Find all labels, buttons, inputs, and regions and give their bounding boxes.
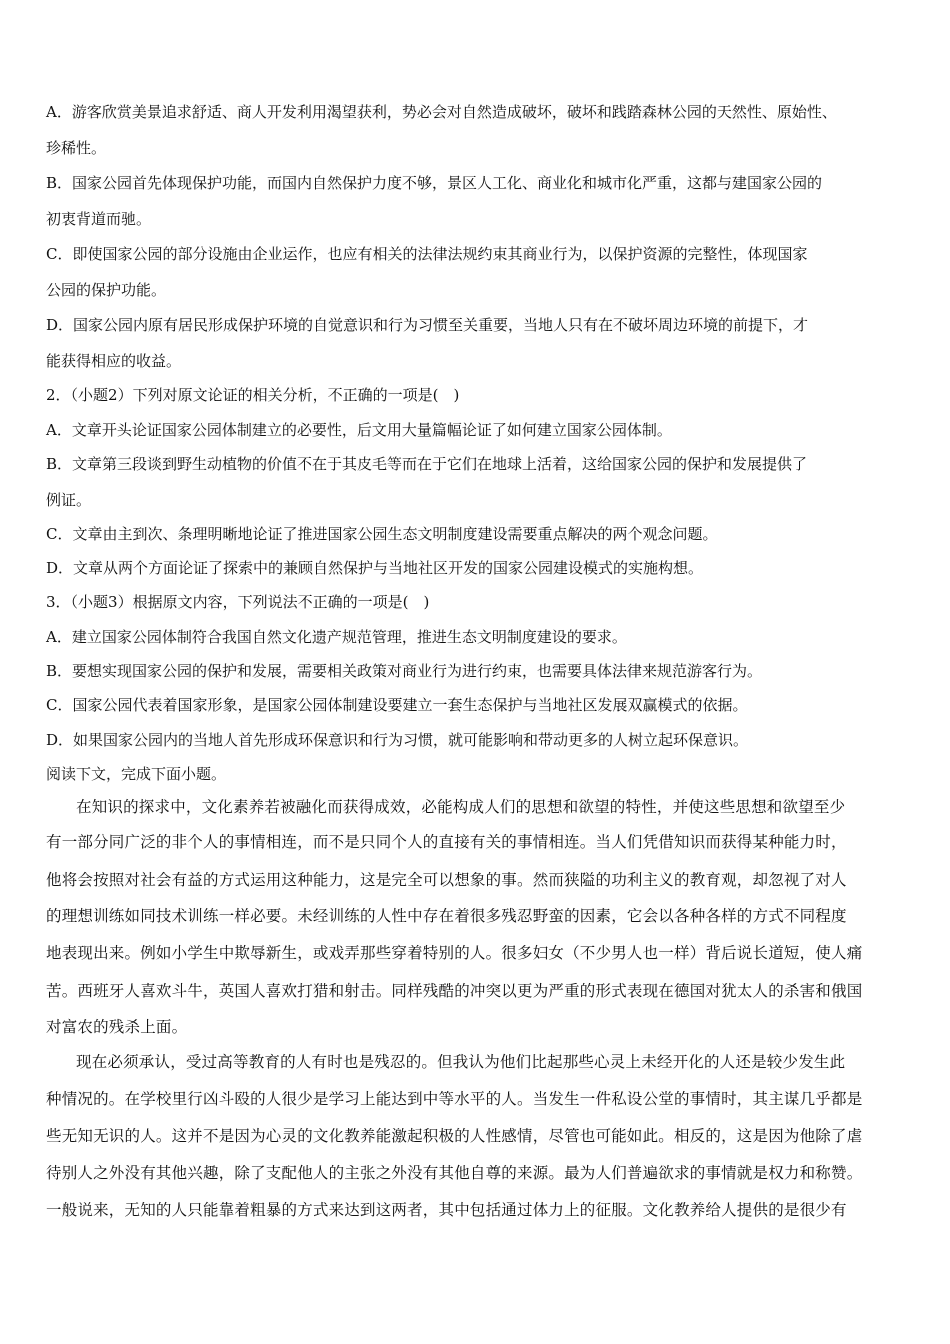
passage-line: 的理想训练如同技术训练一样必要。未经训练的人性中存在着很多残忍野蛮的因素，它会以各种各样的方式不同程度 xyxy=(46,907,847,925)
option-b-line-1: B．国家公园首先体现保护功能，而国内自然保护力度不够，景区人工化、商业化和城市化严重，这都与建国家公园的 xyxy=(46,174,823,192)
question-3-stem: 3．（小题3）根据原文内容，下列说法不正确的一项是( ) xyxy=(46,593,430,611)
q3-option-d: D．如果国家公园内的当地人首先形成环保意识和行为习惯，就可能影响和带动更多的人树立起环保意识。 xyxy=(46,731,749,749)
q2-option-d: D．文章从两个方面论证了探索中的兼顾自然保护与当地社区开发的国家公园建设模式的实施构想。 xyxy=(46,559,704,577)
passage-line: 地表现出来。例如小学生中欺辱新生，或戏弄那些穿着特别的人。很多妇女（不少男人也一样）背后说长道短，使人痛 xyxy=(46,944,863,962)
passage-line: 一般说来，无知的人只能靠着粗暴的方式来达到这两者，其中包括通过体力上的征服。文化教养给人提供的是很少有 xyxy=(46,1201,847,1219)
option-d-line-2: 能获得相应的收益。 xyxy=(46,352,182,370)
q2-option-b-line-2: 例证。 xyxy=(46,491,92,509)
passage-line: 苦。西班牙人喜欢斗牛，英国人喜欢打猎和射击。同样残酷的冲突以更为严重的形式表现在德国对犹太人的杀害和俄国 xyxy=(46,982,863,1000)
q3-option-a: A．建立国家公园体制符合我国自然文化遗产规范管理，推进生态文明制度建设的要求。 xyxy=(46,628,627,646)
option-d-line-1: D．国家公园内原有居民形成保护环境的自觉意识和行为习惯至关重要，当地人只有在不破坏周边环境的前提下，才 xyxy=(46,316,809,334)
option-c-line-1: C．即使国家公园的部分设施由企业运作，也应有相关的法律法规约束其商业行为，以保护资源的完整性，体现国家 xyxy=(46,245,808,263)
passage-line: 待别人之外没有其他兴趣，除了支配他人的主张之外没有其他自尊的来源。最为人们普遍欲求的事情就是权力和称赞。 xyxy=(46,1164,863,1182)
passage-line: 些无知无识的人。这并不是因为心灵的文化教养能激起积极的人性感情，尽管也可能如此。相反的，这是因为他除了虐 xyxy=(46,1127,863,1145)
q3-option-b: B．要想实现国家公园的保护和发展，需要相关政策对商业行为进行约束，也需要具体法律来规范游客行为。 xyxy=(46,662,763,680)
passage-line: 在知识的探求中，文化素养若被融化而获得成效，必能构成人们的思想和欲望的特性，并使这些思想和欲望至少 xyxy=(76,798,846,816)
option-a-line-2: 珍稀性。 xyxy=(46,139,107,157)
option-b-line-2: 初衷背道而驰。 xyxy=(46,210,152,228)
reading-instruction: 阅读下文，完成下面小题。 xyxy=(46,765,227,783)
passage-line: 他将会按照对社会有益的方式运用这种能力，这是完全可以想象的事。然而狭隘的功利主义的教育观，却忽视了对人 xyxy=(46,871,847,889)
option-c-line-2: 公园的保护功能。 xyxy=(46,281,167,299)
option-a-line-1: A．游客欣赏美景追求舒适、商人开发利用渴望获利，势必会对自然造成破坏，破坏和践踏森林公园的天然性、原始性、 xyxy=(46,103,837,121)
passage-line: 有一部分同广泛的非个人的事情相连，而不是只同个人的直接有关的事情相连。当人们凭借知识而获得某种能力时， xyxy=(46,833,847,851)
q2-option-a: A．文章开头论证国家公园体制建立的必要性，后文用大量篇幅论证了如何建立国家公园体制。 xyxy=(46,421,672,439)
question-2-stem: 2．（小题2）下列对原文论证的相关分析，不正确的一项是( ) xyxy=(46,386,460,404)
q2-option-b-line-1: B．文章第三段谈到野生动植物的价值不在于其皮毛等而在于它们在地球上活着，这给国家公园的保护和发展提供了 xyxy=(46,455,808,473)
q2-option-c: C．文章由主到次、条理明晰地论证了推进国家公园生态文明制度建设需要重点解决的两个观念问题。 xyxy=(46,525,718,543)
passage-line: 种情况的。在学校里行凶斗殴的人很少是学习上能达到中等水平的人。当发生一件私设公堂的事情时，其主谋几乎都是 xyxy=(46,1090,863,1108)
q3-option-c: C．国家公园代表着国家形象，是国家公园体制建设要建立一套生态保护与当地社区发展双赢模式的依据。 xyxy=(46,696,748,714)
passage-line: 现在必须承认，受过高等教育的人有时也是残忍的。但我认为他们比起那些心灵上未经开化的人还是较少发生此 xyxy=(76,1053,846,1071)
passage-line: 对富农的残杀上面。 xyxy=(46,1018,188,1036)
